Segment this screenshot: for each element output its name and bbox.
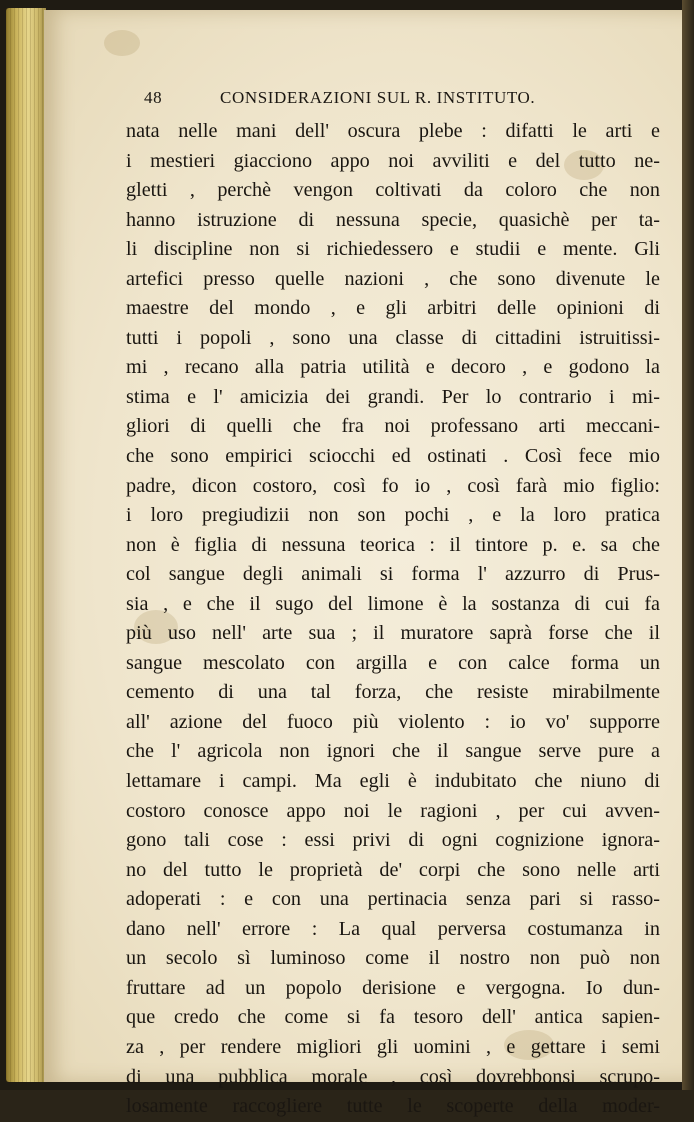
text-line: i mestieri giacciono appo noi avviliti e del tutto ne-: [126, 149, 660, 172]
body-text: [126, 117, 660, 1122]
book-cover-edge: [682, 0, 694, 1090]
text-line: sangue mescolato con argilla e con calce forma un: [126, 651, 660, 674]
text-line: za , per rendere migliori gli uomini , e gettare i semi: [126, 1035, 660, 1058]
text-line: lettamare i campi. Ma egli è indubitato che niuno di: [126, 770, 660, 793]
gilded-page-edge: [6, 8, 46, 1082]
text-line: li discipline non si richiedessero e studii e mente. Gli: [126, 238, 660, 261]
text-line: gletti , perchè vengon coltivati da coloro che non: [126, 179, 660, 202]
text-line: i loro pregiudizii non son pochi , e la loro pratica: [126, 504, 660, 527]
running-title: CONSIDERAZIONI SUL R. INSTITUTO.: [220, 88, 536, 107]
text-line: dano nell' errore : La qual perversa costumanza in: [126, 917, 660, 940]
text-line: gono tali cose : essi privi di ogni cognizione ignora-: [126, 829, 660, 852]
text-line: un secolo sì luminoso come il nostro non può non: [126, 947, 660, 970]
text-line: padre, dicon costoro, così fo io , così farà mio figlio:: [126, 474, 660, 497]
text-line: sia , e che il sugo del limone è la sostanza di cui fa: [126, 592, 660, 615]
text-line: all' azione del fuoco più violento : io vo' supporre: [126, 710, 660, 733]
text-line: mi , recano alla patria utilità e decoro , e godono la: [126, 356, 660, 379]
text-line: que credo che come si fa tesoro dell' antica sapien-: [126, 1006, 660, 1029]
text-line: gliori di quelli che fra noi professano arti meccani-: [126, 415, 660, 438]
text-line: no del tutto le proprietà de' corpi che sono nelle arti: [126, 858, 660, 881]
paper-stain: [104, 30, 140, 56]
text-line: stima e l' amicizia dei grandi. Per lo contrario i mi-: [126, 385, 660, 408]
text-line: costoro conosce appo noi le ragioni , per cui avven-: [126, 799, 660, 822]
text-line: losamente raccogliere tutte le scoperte della moder-: [126, 1095, 660, 1118]
text-line: fruttare ad un popolo derisione e vergogna. Io dun-: [126, 976, 660, 999]
text-line: di una pubblica morale , così dovrebbonsi scrupo-: [126, 1065, 660, 1088]
text-line: artefici presso quelle nazioni , che sono divenute le: [126, 267, 660, 290]
text-line: maestre del mondo , e gli arbitri delle opinioni di: [126, 297, 660, 320]
running-header: [144, 88, 594, 112]
text-line: adoperati : e con una pertinacia senza pari si rasso-: [126, 888, 660, 911]
text-line: hanno istruzione di nessuna specie, quasichè per ta-: [126, 208, 660, 231]
text-line: che l' agricola non ignori che il sangue serve pure a: [126, 740, 660, 763]
text-line: col sangue degli animali si forma l' azzurro di Prus-: [126, 563, 660, 586]
text-line: cemento di una tal forza, che resiste mirabilmente: [126, 681, 660, 704]
text-line: tutti i popoli , sono una classe di cittadini istruitissi-: [126, 326, 660, 349]
text-line: che sono empirici sciocchi ed ostinati . Così fece mio: [126, 445, 660, 468]
text-line: non è figlia di nessuna teorica : il tintore p. e. sa che: [126, 533, 660, 556]
text-line: nata nelle mani dell' oscura plebe : difatti le arti e: [126, 120, 660, 142]
text-line: più uso nell' arte sua ; il muratore saprà forse che il: [126, 622, 660, 645]
page-number: 48: [144, 88, 163, 107]
